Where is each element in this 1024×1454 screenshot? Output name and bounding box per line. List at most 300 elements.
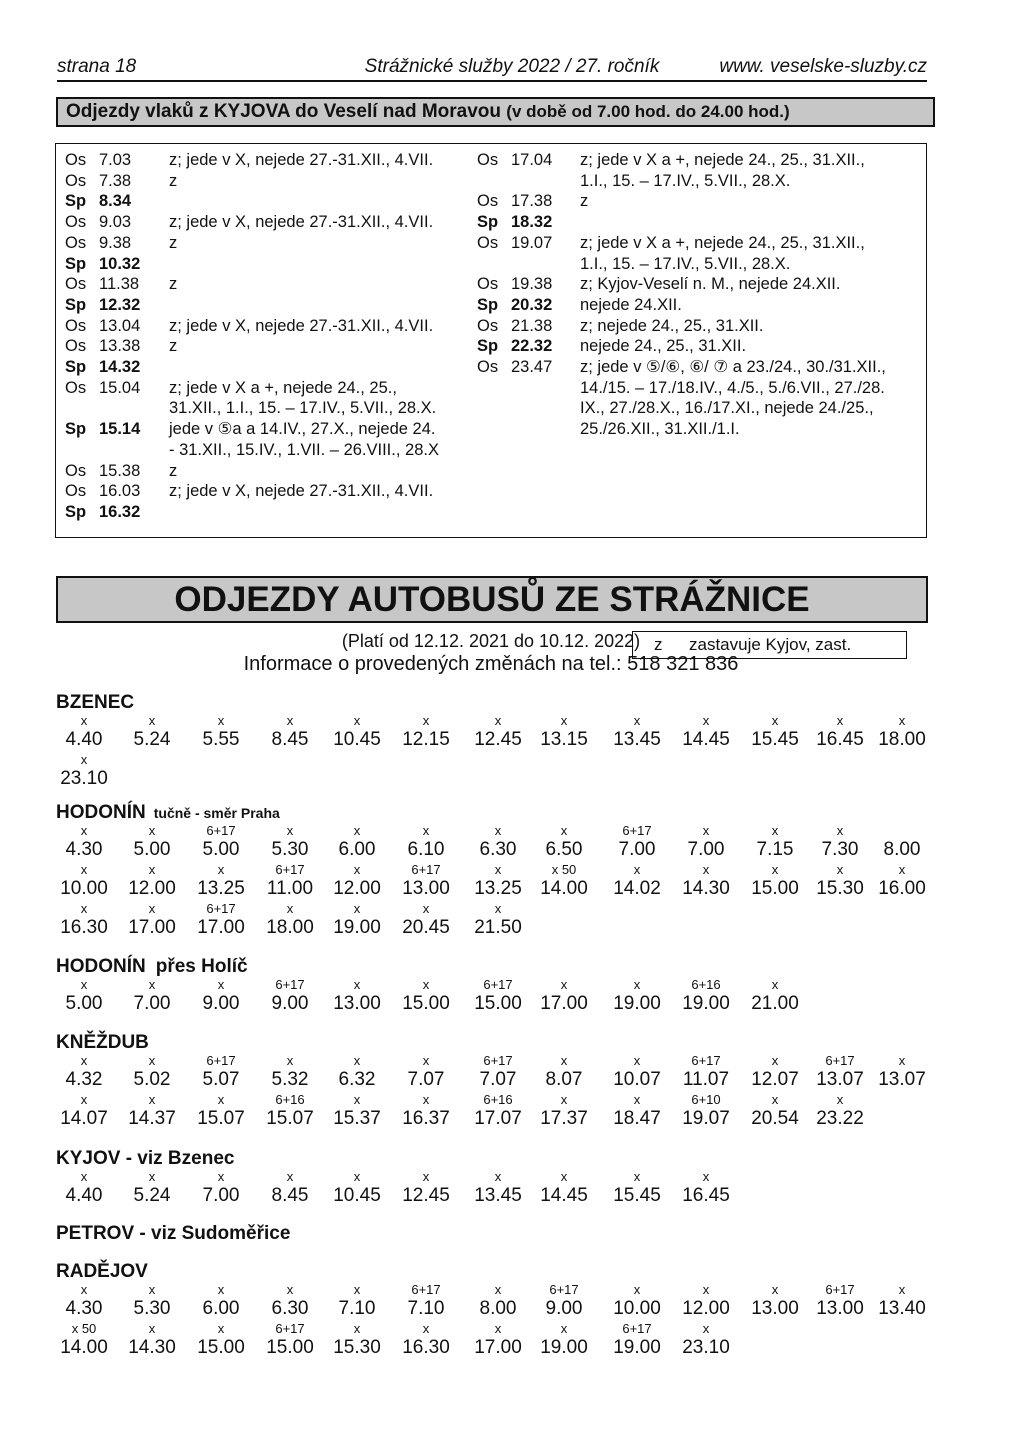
departure-cell [602,1320,672,1359]
departure-mark: x [148,1321,156,1336]
departure-time: 14.00 [540,878,588,899]
departure-time: 15.37 [333,1108,381,1129]
departure-mark: 6+16 [275,1092,305,1107]
departure-cell [463,1091,533,1130]
route-note: tučně - směr Praha [153,805,280,821]
departure-mark: x [560,1053,568,1068]
departure-cell [49,1281,119,1320]
route-name: PETROV - viz Sudoměřice [56,1223,291,1244]
departure-mark: x [217,977,225,992]
departure-time: 13.25 [474,878,522,899]
departure-mark: x [771,1053,779,1068]
departure-mark: x 50 [551,862,577,877]
train-time: 20.32 [511,295,553,314]
departure-cell [322,822,392,861]
departure-mark: 6+10 [691,1092,721,1107]
train-type: Os [477,316,499,335]
departure-time: 7.15 [756,839,794,860]
train-time: 12.32 [99,295,141,314]
departure-cell [186,1281,256,1320]
departure-time: 14.07 [60,1108,108,1129]
departure-mark: x [702,862,710,877]
departure-mark: x [148,1169,156,1184]
train-type: Os [477,233,499,252]
departure-mark: 6+17 [206,1053,236,1068]
legend-text: zastavuje Kyjov, zast. [689,635,852,654]
train-time: 17.38 [511,192,553,211]
departure-time: 12.00 [333,878,381,899]
departure-cell [391,861,461,900]
departure-time: 9.00 [271,993,309,1014]
departure-time: 14.45 [540,1185,588,1206]
departure-time: 12.00 [682,1298,730,1319]
departure-cell [602,822,672,861]
departure-cell [463,822,533,861]
departure-mark: x [836,1092,844,1107]
departure-cell [117,1091,187,1130]
route-heading [56,692,134,714]
departure-time: 4.30 [65,839,103,860]
departure-time: 4.32 [65,1069,103,1090]
train-type: Os [65,233,87,252]
departure-mark: x [560,713,568,728]
train-type: Sp [477,337,499,356]
departure-cell [602,1091,672,1130]
departure-time: 13.00 [751,1298,799,1319]
departure-cell [255,1091,325,1130]
departure-time: 20.54 [751,1108,799,1129]
departure-time: 5.55 [202,729,240,750]
departure-cell [186,1091,256,1130]
departure-mark: x [353,1282,361,1297]
departure-time: 16.30 [402,1337,450,1358]
departure-time: 7.00 [133,993,171,1014]
departure-time: 5.30 [133,1298,171,1319]
departure-mark: x 50 [71,1321,97,1336]
train-type: Sp [65,254,87,273]
departure-mark: x [898,862,906,877]
departure-time: 4.30 [65,1298,103,1319]
departure-time: 5.07 [202,1069,240,1090]
departure-cell [49,861,119,900]
route-heading [56,1148,234,1170]
departure-time: 7.07 [479,1069,517,1090]
departure-cell [391,976,461,1015]
train-time: 15.14 [99,420,141,439]
departure-time: 15.00 [266,1337,314,1358]
departure-mark: x [217,1321,225,1336]
departure-mark: x [771,713,779,728]
departure-cell [255,976,325,1015]
departure-time: 19.00 [613,1337,661,1358]
train-type: Os [65,482,87,501]
train-note: 31.XII., 1.I., 15. – 17.IV., 5.VII., 28.X. [169,399,437,418]
departure-cell [463,1320,533,1359]
departure-cell [117,1168,187,1207]
departure-cell [255,900,325,939]
departure-cell [391,1320,461,1359]
departure-mark: x [560,1169,568,1184]
departure-cell [49,1168,119,1207]
departure-time: 15.00 [751,878,799,899]
departure-mark: x [80,823,88,838]
train-note: z; jede v X a +, nejede 24., 25., 31.XII., [580,233,865,252]
validity-period: (Platí od 12.12. 2021 do 10.12. 2022) [341,631,641,651]
departure-time: 14.30 [128,1337,176,1358]
website[interactable]: www. veselske-sluzby.cz [719,56,927,77]
departure-time: 13.45 [474,1185,522,1206]
departure-mark: 6+17 [622,1321,652,1336]
train-time: 13.04 [99,316,141,335]
departure-mark: x [80,1092,88,1107]
departure-mark: x [494,901,502,916]
train-note: z; jede v X, nejede 27.-31.XII., 4.VII. [169,482,434,501]
departure-time: 12.15 [402,729,450,750]
departure-cell [740,861,810,900]
train-time: 19.38 [511,275,553,294]
departure-mark: x [286,1282,294,1297]
departure-cell [255,712,325,751]
departure-mark: 6+17 [275,1321,305,1336]
departure-mark: x [217,862,225,877]
departure-cell [255,822,325,861]
departure-time: 10.00 [613,1298,661,1319]
departure-time: 23.10 [60,768,108,789]
departure-mark: x [560,977,568,992]
train-time: 9.03 [99,213,132,232]
departure-mark: x [702,1321,710,1336]
train-time: 9.38 [99,233,132,252]
departure-time: 13.40 [878,1298,926,1319]
train-time: 15.04 [99,378,141,397]
departure-time: 8.45 [271,1185,309,1206]
departure-time: 8.45 [271,729,309,750]
departure-time: 8.07 [545,1069,583,1090]
departure-mark: x [836,862,844,877]
departure-cell [49,1320,119,1359]
departure-cell [529,976,599,1015]
departure-time: 19.00 [613,993,661,1014]
train-time: 7.38 [99,171,132,190]
route-name: HODONÍN [56,802,146,823]
route-heading [56,1223,290,1245]
departure-mark: 6+17 [411,862,441,877]
train-note: IX., 27./28.X., 16./17.XI., nejede 24./25., [580,399,874,418]
departure-cell [805,822,875,861]
departure-cell [740,976,810,1015]
departure-time: 7.00 [618,839,656,860]
departure-time: 13.00 [816,1298,864,1319]
departure-cell [671,822,741,861]
train-time: 10.32 [99,254,141,273]
departure-mark: 6+17 [411,1282,441,1297]
train-note: z; Kyjov-Veselí n. M., nejede 24.XII. [580,275,841,294]
departure-time: 12.45 [402,1185,450,1206]
departure-time: 13.25 [197,878,245,899]
train-note: nejede 24., 25., 31.XII. [580,337,747,356]
departure-mark: x [494,823,502,838]
departure-cell [255,861,325,900]
departure-time: 15.00 [402,993,450,1014]
departure-time: 7.10 [338,1298,376,1319]
train-note: 25./26.XII., 31.XII./1.I. [580,420,740,439]
departure-mark: x [633,862,641,877]
train-note: z; jede v X a +, nejede 24., 25., [169,378,397,397]
departure-mark: x [898,1053,906,1068]
departure-time: 6.32 [338,1069,376,1090]
departure-cell [867,822,937,861]
departure-cell [602,1168,672,1207]
departure-cell [49,751,119,790]
departure-mark: x [353,901,361,916]
departure-cell [186,1052,256,1091]
train-note: z [169,233,178,252]
departure-cell [322,1091,392,1130]
train-note: 1.I., 15. – 17.IV., 5.VII., 28.X. [580,254,791,273]
departure-time: 5.24 [133,1185,171,1206]
departure-mark: x [353,1321,361,1336]
departure-cell [391,822,461,861]
departure-mark: x [80,1169,88,1184]
train-type: Os [477,151,499,169]
departure-cell [529,1052,599,1091]
departure-cell [671,1320,741,1359]
departure-mark: x [286,1169,294,1184]
departure-mark [867,822,937,839]
train-note: 14./15. – 17./18.IV., 4./5., 5./6.VII., 27./28. [580,378,885,397]
train-time: 18.32 [511,213,553,232]
departure-mark: x [353,862,361,877]
departure-cell [740,1281,810,1320]
train-type: Os [65,275,87,294]
departure-mark: x [422,1053,430,1068]
legend-symbol: z [654,635,663,654]
departure-cell [322,1168,392,1207]
departure-time: 12.07 [751,1069,799,1090]
departure-time: 14.30 [682,878,730,899]
departure-mark: x [148,862,156,877]
departure-time: 17.37 [540,1108,588,1129]
departure-cell [186,861,256,900]
departure-mark: x [148,713,156,728]
route-heading [56,956,248,978]
departure-time: 11.00 [266,878,314,899]
departure-mark: x [898,1282,906,1297]
info-phone: Informace o provedených změnách na tel.: 518 321 836 [243,653,739,675]
departure-time: 15.00 [197,1337,245,1358]
departure-mark: x [217,1092,225,1107]
train-type: Sp [477,213,499,232]
departure-mark: x [353,823,361,838]
departure-mark: x [836,823,844,838]
departure-mark: x [80,977,88,992]
departure-time: 7.00 [687,839,725,860]
departure-time: 15.30 [333,1337,381,1358]
train-type: Sp [65,192,87,211]
departure-cell [671,712,741,751]
departure-mark: x [80,901,88,916]
departure-mark: x [771,1282,779,1297]
departure-cell [602,1052,672,1091]
departure-cell [117,712,187,751]
departure-time: 15.30 [816,878,864,899]
departure-cell [463,1052,533,1091]
train-note: z; jede v X, nejede 27.-31.XII., 4.VII. [169,316,434,335]
departure-mark: x [80,752,88,767]
departure-mark: x [80,1053,88,1068]
departure-cell [322,1052,392,1091]
departure-mark: x [494,862,502,877]
departure-mark: 6+17 [825,1053,855,1068]
departure-time: 14.02 [613,878,661,899]
train-note: z; jede v ⑤/⑥, ⑥/ ⑦ a 23./24., 30./31.XII., [580,358,886,376]
departure-mark: x [217,713,225,728]
departure-mark: x [286,901,294,916]
route-name: BZENEC [56,692,135,713]
departure-time: 15.07 [197,1108,245,1129]
departure-mark: x [80,1282,88,1297]
departure-cell [740,1052,810,1091]
route-heading [56,802,280,824]
departure-time: 11.07 [682,1069,730,1090]
departure-cell [186,900,256,939]
departure-cell [49,822,119,861]
train-note: 1.I., 15. – 17.IV., 5.VII., 28.X. [580,171,791,190]
departure-mark: 6+17 [483,1053,513,1068]
departure-time: 5.30 [271,839,309,860]
departure-cell [671,861,741,900]
departure-time: 13.00 [402,878,450,899]
departure-mark: 6+17 [275,977,305,992]
departure-mark: x [702,1282,710,1297]
departure-mark: x [771,823,779,838]
departure-cell [186,976,256,1015]
departure-cell [117,1281,187,1320]
route-name: KNĚŽDUB [56,1032,149,1053]
train-type: Os [65,171,87,190]
departure-cell [391,1281,461,1320]
departure-mark: 6+17 [206,901,236,916]
train-time: 14.32 [99,358,141,376]
departure-mark: 6+17 [691,1053,721,1068]
departure-mark: 6+17 [275,862,305,877]
departure-cell [529,712,599,751]
departure-time: 19.07 [682,1108,730,1129]
departure-cell [805,712,875,751]
departure-mark: x [353,1169,361,1184]
departure-cell [117,822,187,861]
departure-mark: x [633,1053,641,1068]
departure-cell [255,1320,325,1359]
train-type: Sp [477,295,499,314]
departure-mark: x [422,823,430,838]
departure-cell [117,861,187,900]
train-note: z; nejede 24., 25., 31.XII. [580,316,764,335]
departure-mark: x [148,1282,156,1297]
train-note: z; jede v X, nejede 27.-31.XII., 4.VII. [169,151,434,169]
departure-cell [805,1052,875,1091]
departure-time: 17.00 [128,917,176,938]
departure-time: 17.07 [474,1108,522,1129]
train-type: Os [477,275,499,294]
header-rule [57,80,927,82]
departure-time: 10.00 [60,878,108,899]
departure-time: 7.07 [407,1069,445,1090]
departure-cell [740,712,810,751]
departure-time: 21.00 [751,993,799,1014]
departure-cell [602,976,672,1015]
page-number: strana 18 [57,56,137,77]
departure-time: 4.40 [65,1185,103,1206]
departure-time: 21.50 [474,917,522,938]
train-note: jede v ⑤a a 14.IV., 27.X., nejede 24. [169,420,436,439]
departure-time: 12.45 [474,729,522,750]
departure-time: 16.45 [682,1185,730,1206]
departure-time: 5.00 [202,839,240,860]
departure-cell [463,1281,533,1320]
departure-mark: x [702,713,710,728]
train-note: z [169,171,178,190]
departure-time: 10.07 [613,1069,661,1090]
publication-title: Strážnické služby 2022 / 27. ročník [364,56,660,77]
departure-cell [186,822,256,861]
departure-time: 7.00 [202,1185,240,1206]
departure-mark: x [633,1092,641,1107]
train-time: 17.04 [511,151,553,169]
departure-cell [867,1281,937,1320]
departure-cell [805,1281,875,1320]
departure-time: 19.00 [682,993,730,1014]
departure-mark: x [494,1282,502,1297]
departure-mark: 6+17 [206,823,236,838]
train-type: Os [65,337,87,356]
departure-time: 13.00 [333,993,381,1014]
departure-mark: x [771,862,779,877]
departure-cell [255,1281,325,1320]
departure-cell [391,1168,461,1207]
train-type: Os [65,461,87,480]
train-type: Os [65,213,87,232]
departure-cell [322,712,392,751]
departure-mark: x [560,823,568,838]
departure-time: 14.00 [60,1337,108,1358]
departure-time: 15.45 [613,1185,661,1206]
departure-time: 17.00 [540,993,588,1014]
departure-cell [322,976,392,1015]
train-type: Sp [65,358,87,376]
departure-time: 10.45 [333,729,381,750]
route-name: KYJOV - viz Bzenec [56,1148,235,1169]
departure-time: 23.22 [816,1108,864,1129]
departure-mark: x [148,901,156,916]
departure-cell [463,1168,533,1207]
departure-time: 14.45 [682,729,730,750]
departure-mark: x [422,1321,430,1336]
train-title-text: Odjezdy vlaků z KYJOVA do Veselí nad Moravou [66,101,502,122]
train-type: Sp [65,295,87,314]
departure-cell [529,1168,599,1207]
departure-time: 5.32 [271,1069,309,1090]
departure-cell [867,1052,937,1091]
departure-time: 13.07 [878,1069,926,1090]
departure-cell [49,712,119,751]
departure-time: 15.00 [474,993,522,1014]
departure-cell [49,1091,119,1130]
departure-cell [529,822,599,861]
departure-cell [867,861,937,900]
route-heading [56,1261,148,1283]
departure-mark: x [702,823,710,838]
